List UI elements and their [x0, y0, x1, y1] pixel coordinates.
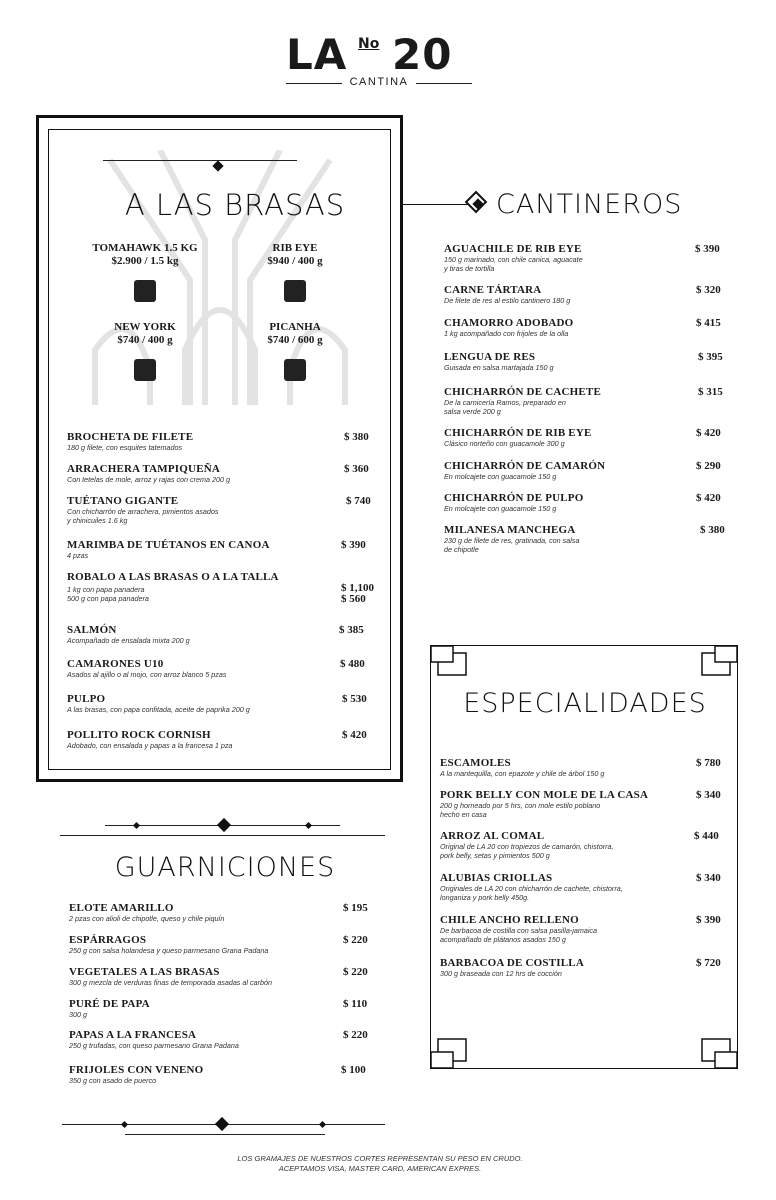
item-price: $ 380 — [700, 524, 725, 536]
item-price: $ 340 — [696, 872, 721, 884]
item-price: $ 390 — [341, 539, 366, 551]
item-desc: y tiras de tortilla — [444, 264, 495, 273]
item-desc: De filete de res al estilo cantinero 180 g — [444, 296, 571, 305]
item-price: $ 110 — [343, 998, 368, 1010]
item-desc: pork belly, setas y pimientos 500 g — [440, 851, 550, 860]
item-name: CHICHARRÓN DE CAMARÓN — [444, 460, 606, 472]
especialidades-item — [440, 830, 730, 860]
item-price: $ 415 — [696, 317, 721, 329]
item-price: $ 390 — [695, 243, 720, 255]
item-desc: Original de LA 20 con tropiezos de camarón, chistorra, — [440, 842, 614, 851]
cantineros-connector-line — [403, 204, 468, 205]
footer-note-1: LOS GRAMAJES DE NUESTROS CORTES REPRESENTAN SU PESO EN CRUDO. — [237, 1154, 523, 1163]
item-name: CAMARONES U10 — [67, 658, 164, 670]
guarniciones-item — [69, 966, 379, 987]
item-price: $ 340 — [696, 789, 721, 801]
guarniciones-item — [69, 902, 379, 923]
item-desc: salsa verde 200 g — [444, 407, 501, 416]
cut-ribeye — [230, 242, 360, 268]
item-name: FRIJOLES CON VENENO — [69, 1064, 204, 1076]
item-name: TUÉTANO GIGANTE — [67, 495, 179, 507]
item-name: AGUACHILE DE RIB EYE — [444, 243, 582, 255]
footer-note-2: ACEPTAMOS VISA, MASTER CARD, AMERICAN EXPRES. — [278, 1164, 482, 1173]
item-price: $ 195 — [343, 902, 368, 914]
brasas-item — [67, 495, 387, 525]
guarniciones-item — [69, 998, 379, 1019]
item-price: $ 360 — [344, 463, 369, 475]
item-desc: Con chicharrón de arrachera, pimientos asados — [67, 507, 219, 516]
cantineros-item — [444, 351, 734, 372]
item-desc: 4 pzas — [67, 551, 89, 560]
item-desc: 1 kg acompañado con frijoles de la olla — [444, 329, 569, 338]
item-desc: Clásico norteño con guacamole 300 g — [444, 439, 565, 448]
guarniciones-item — [69, 934, 379, 955]
item-price: $ 220 — [343, 1029, 368, 1041]
item-name: BARBACOA DE COSTILLA — [440, 957, 584, 969]
item-price: $ 100 — [341, 1064, 366, 1076]
item-name: ESCAMOLES — [440, 757, 511, 769]
item-price: $ 480 — [340, 658, 365, 670]
cantineros-item — [444, 386, 734, 416]
item-price: $ 740 — [346, 495, 371, 507]
item-name: MILANESA MANCHEGA — [444, 524, 576, 536]
item-price: $ 780 — [696, 757, 721, 769]
logo-subtitle: CANTINA — [349, 76, 409, 88]
item-name: MARIMBA DE TUÉTANOS EN CANOA — [67, 539, 270, 551]
logo-rule-left — [286, 83, 342, 84]
item-desc: de chipotle — [444, 545, 479, 554]
bottom-rule-accent — [125, 1134, 325, 1135]
cut-newyork — [75, 321, 215, 347]
cantineros-item — [444, 460, 734, 481]
item-name: ARROZ AL COMAL — [440, 830, 545, 842]
item-name: PULPO — [67, 693, 106, 705]
item-desc: 500 g con papa panadera — [67, 594, 149, 603]
bottom-dot-right — [319, 1121, 326, 1128]
item-name: PORK BELLY CON MOLE DE LA CASA — [440, 789, 649, 801]
especialidades-title: ESPECIALIDADES — [463, 688, 707, 719]
item-desc: Asados al ajillo o al mojo, con arroz blanco 5 pzas — [67, 670, 227, 679]
item-desc: Con tetelas de mole, arroz y rajas con crema 200 g — [67, 475, 230, 484]
especialidades-item — [440, 957, 730, 978]
item-name: CHILE ANCHO RELLENO — [440, 914, 579, 926]
cattle-badge-icon — [134, 280, 156, 302]
guarniciones-item — [69, 1029, 379, 1050]
logo-num: 20 — [392, 30, 453, 79]
brasas-item — [67, 729, 387, 750]
item-price: $ 385 — [339, 624, 364, 636]
item-desc: acompañado de plátanos asados 150 g — [440, 935, 566, 944]
item-desc: 300 g — [69, 1010, 87, 1019]
item-desc: A las brasas, con papa confitada, aceite de paprika 200 g — [67, 705, 250, 714]
brasas-top-rule — [103, 160, 297, 161]
item-price: $ 290 — [696, 460, 721, 472]
logo-rule-right — [416, 83, 472, 84]
item-price: $ 320 — [696, 284, 721, 296]
item-desc: hecho en casa — [440, 810, 487, 819]
item-price: $ 380 — [344, 431, 369, 443]
item-price: $ 560 — [341, 593, 366, 605]
cantineros-item — [444, 284, 734, 305]
item-price: $ 1,100 — [341, 582, 374, 594]
item-desc: 230 g de filete de res, gratinada, con salsa — [444, 536, 580, 545]
item-desc: En molcajete con guacamole 150 g — [444, 504, 557, 513]
item-name: CHICHARRÓN DE PULPO — [444, 492, 584, 504]
item-desc: y chinicuiles 1.6 kg — [67, 516, 128, 525]
item-desc: De barbacoa de costilla con salsa pasilla-jamaica — [440, 926, 598, 935]
item-price: $ 530 — [342, 693, 367, 705]
cut-tomahawk — [75, 242, 215, 268]
item-name: ARRACHERA TAMPIQUEÑA — [67, 463, 221, 475]
item-price: $ 220 — [343, 934, 368, 946]
item-price: $ 420 — [696, 492, 721, 504]
item-desc: 350 g con asado de puerco — [69, 1076, 157, 1085]
cut-price: $940 / 400 g — [267, 255, 323, 267]
item-price: $ 390 — [696, 914, 721, 926]
item-desc: 200 g horneado por 5 hrs, con mole estilo poblano — [440, 801, 601, 810]
guarniciones-diamond-icon — [217, 818, 231, 832]
item-name: ESPÁRRAGOS — [69, 934, 147, 946]
item-name: VEGETALES A LAS BRASAS — [69, 966, 220, 978]
especialidades-item — [440, 789, 730, 819]
guarniciones-title: GUARNICIONES — [114, 852, 336, 883]
item-desc: 300 g mezcla de verduras finas de temporada asadas al carbón — [69, 978, 272, 987]
cantineros-item — [444, 524, 734, 554]
guarniciones-top-rule — [60, 835, 385, 836]
cut-name: PICANHA — [269, 321, 321, 333]
cut-price: $2.900 / 1.5 kg — [111, 255, 179, 267]
item-desc: En molcajete con guacamole 150 g — [444, 472, 557, 481]
brasas-item — [67, 463, 387, 484]
item-desc: 150 g marinado, con chile canica, aguacate — [444, 255, 583, 264]
item-desc: Acompañado de ensalada mixta 200 g — [67, 636, 190, 645]
item-desc: 250 g trufadas, con queso parmesano Grana Padana — [69, 1041, 239, 1050]
cattle-badge-icon — [134, 359, 156, 381]
item-name: ELOTE AMARILLO — [69, 902, 174, 914]
item-name: POLLITO ROCK CORNISH — [67, 729, 211, 741]
item-price: $ 720 — [696, 957, 721, 969]
brasas-item — [67, 624, 387, 645]
brasas-item — [67, 658, 387, 679]
item-price: $ 420 — [696, 427, 721, 439]
item-desc: 250 g con salsa holandesa y queso parmesano Grana Padana — [69, 946, 269, 955]
item-name: ROBALO A LAS BRASAS O A LA TALLA — [67, 571, 279, 583]
bottom-dot-left — [121, 1121, 128, 1128]
cut-name: RIB EYE — [272, 242, 318, 254]
item-name: BROCHETA DE FILETE — [67, 431, 194, 443]
cattle-badge-icon — [284, 280, 306, 302]
logo-no: No — [358, 36, 380, 52]
brasas-title: A LAS BRASAS — [124, 188, 346, 222]
especialidades-item — [440, 914, 730, 944]
item-desc: 300 g braseada con 12 hrs de cocción — [440, 969, 562, 978]
item-name: LENGUA DE RES — [444, 351, 536, 363]
item-price: $ 440 — [694, 830, 719, 842]
item-price: $ 315 — [698, 386, 723, 398]
dot-right — [305, 822, 312, 829]
brasas-item — [67, 693, 387, 714]
item-desc: 2 pzas con alioli de chipotle, queso y chile piquín — [69, 914, 225, 923]
item-name: PURÉ DE PAPA — [69, 998, 150, 1010]
cut-price: $740 / 600 g — [267, 334, 323, 346]
item-name: SALMÓN — [67, 624, 117, 636]
brasas-item — [67, 539, 387, 560]
logo — [284, 30, 476, 92]
item-name: PAPAS A LA FRANCESA — [69, 1029, 197, 1041]
especialidades-item — [440, 872, 730, 902]
item-desc: Guisada en salsa martajada 150 g — [444, 363, 554, 372]
item-desc: 180 g filete, con esquites tatemados — [67, 443, 183, 452]
brasas-item — [67, 431, 387, 452]
logo-main: LA — [286, 30, 348, 79]
cantineros-item — [444, 317, 734, 338]
item-desc: Adobado, con ensalada y papas a la francesa 1 pza — [67, 741, 233, 750]
cut-picanha — [230, 321, 360, 347]
item-name: CARNE TÁRTARA — [444, 284, 542, 296]
item-desc: Originales de LA 20 con chicharrón de cachete, chistorra, — [440, 884, 623, 893]
item-name: ALUBIAS CRIOLLAS — [440, 872, 553, 884]
item-desc: longaniza y pork belly 450g. — [440, 893, 530, 902]
item-desc: De la carnicería Ramos, preparado en — [444, 398, 566, 407]
cattle-badge-icon — [284, 359, 306, 381]
item-name: CHICHARRÓN DE CACHETE — [444, 386, 601, 398]
especialidades-item — [440, 757, 730, 778]
cantineros-item — [444, 427, 734, 448]
guarniciones-item — [69, 1064, 379, 1085]
cut-name: TOMAHAWK 1.5 KG — [92, 242, 198, 254]
item-desc: 1 kg con papa panadera — [67, 585, 145, 594]
dot-left — [133, 822, 140, 829]
bottom-diamond-icon — [215, 1117, 229, 1131]
brasas-item — [67, 571, 387, 603]
cut-name: NEW YORK — [114, 321, 176, 333]
item-price: $ 220 — [343, 966, 368, 978]
item-name: CHAMORRO ADOBADO — [444, 317, 574, 329]
item-desc: A la mantequilla, con epazote y chile de árbol 150 g — [440, 769, 605, 778]
cantineros-item — [444, 492, 734, 513]
cut-price: $740 / 400 g — [117, 334, 173, 346]
item-price: $ 420 — [342, 729, 367, 741]
item-name: CHICHARRÓN DE RIB EYE — [444, 427, 592, 439]
item-price: $ 395 — [698, 351, 723, 363]
cantineros-title: CANTINEROS — [496, 189, 683, 220]
cantineros-item — [444, 243, 734, 273]
